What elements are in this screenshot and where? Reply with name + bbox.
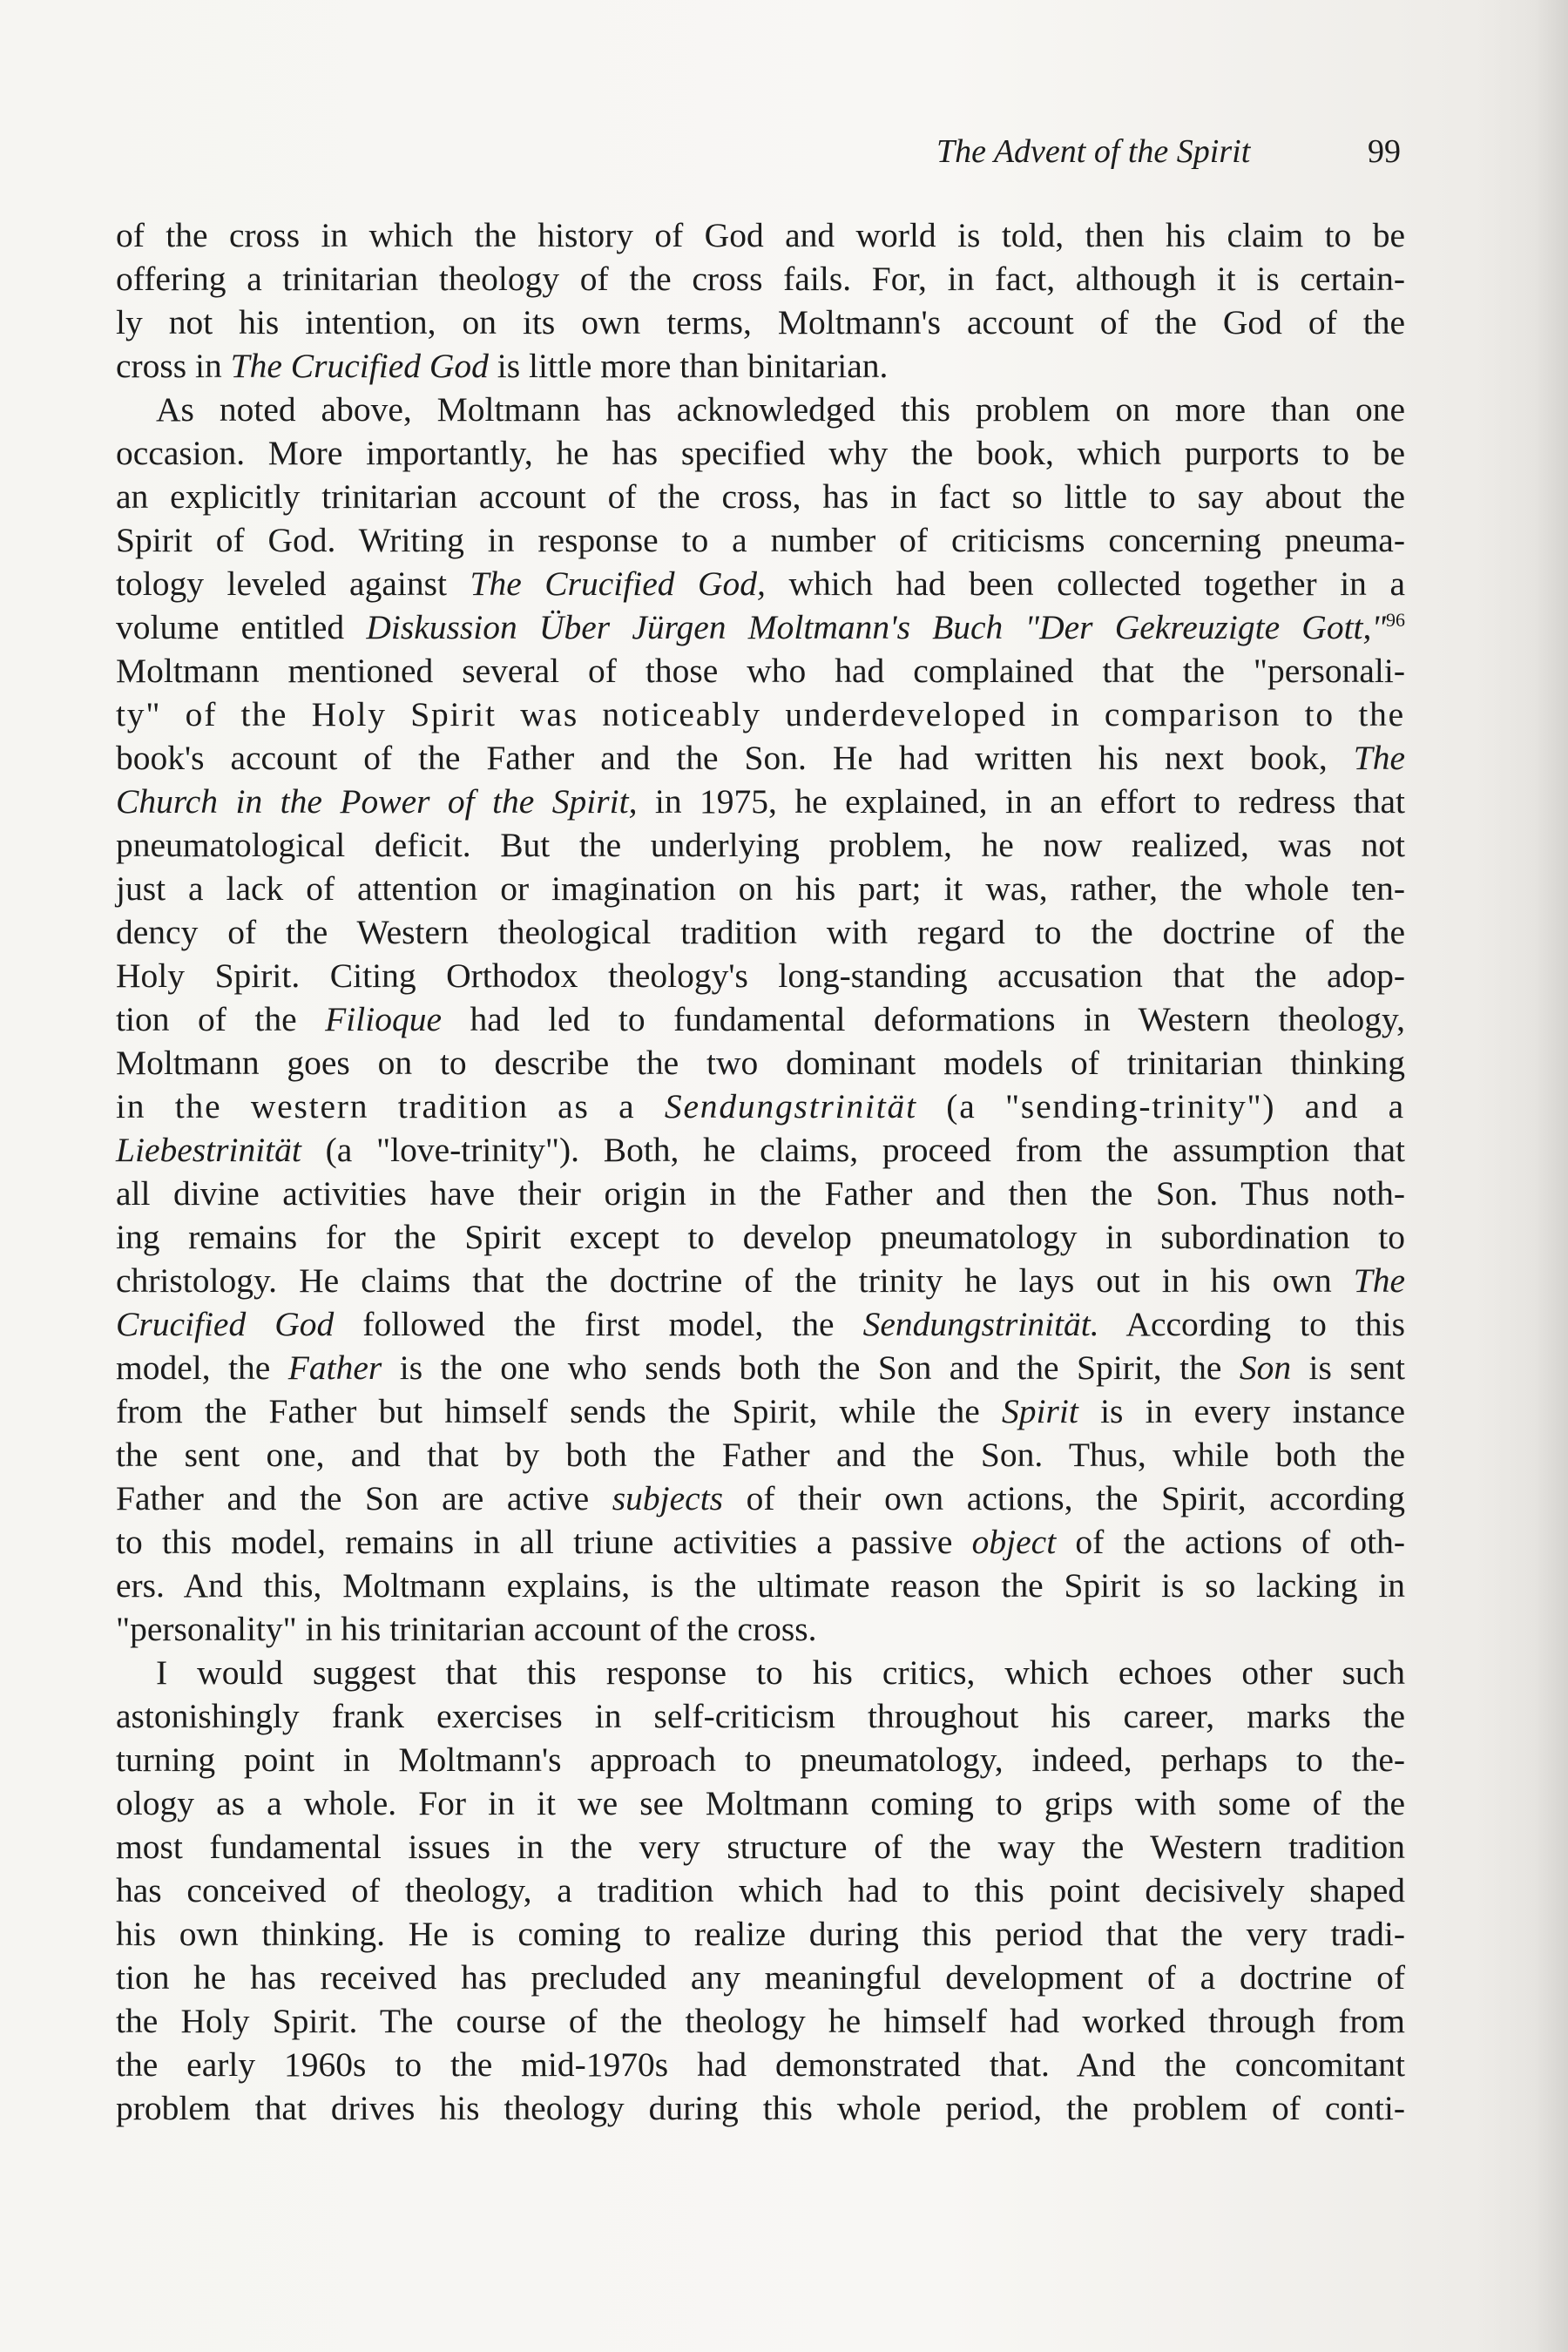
- text-line: book's account of the Father and the Son. He had written his next book, The: [116, 739, 1405, 777]
- text-line: ing remains for the Spirit except to develop pneumatology in subordination to: [116, 1218, 1405, 1256]
- text-line: Crucified God followed the first model, the Sendungstrinität. According to this: [116, 1305, 1405, 1343]
- body-text: [116, 213, 1405, 2130]
- text-line: tion he has received has precluded any meaningful development of a doctrine of: [116, 1958, 1405, 1997]
- text-line: most fundamental issues in the very structure of the way the Western tradition: [116, 1828, 1405, 1866]
- text-line: "personality" in his trinitarian account of the cross.: [116, 1610, 817, 1648]
- text-line: Father and the Son are active subjects of their own actions, the Spirit, according: [116, 1479, 1405, 1517]
- text-line: from the Father but himself sends the Spirit, while the Spirit is in every instance: [116, 1392, 1405, 1430]
- text-line: Liebestrinität (a "love-trinity"). Both, he claims, proceed from the assumption that: [116, 1131, 1405, 1169]
- text-line: astonishingly frank exercises in self-criticism throughout his career, marks the: [116, 1697, 1405, 1735]
- text-line: ty" of the Holy Spirit was noticeably underdeveloped in comparison to the: [116, 695, 1405, 733]
- text-line: all divine activities have their origin in the Father and then the Son. Thus noth-: [116, 1174, 1405, 1213]
- text-line: ly not his intention, on its own terms, Moltmann's account of the God of the: [116, 303, 1405, 341]
- text-line: Moltmann mentioned several of those who had complained that the "personali-: [116, 652, 1405, 690]
- text-line: christology. He claims that the doctrine of the trinity he lays out in his own The: [116, 1261, 1405, 1300]
- text-line: tology leveled against The Crucified God, which had been collected together in a: [116, 564, 1405, 603]
- text-line: to this model, remains in all triune activities a passive object of the actions of oth-: [116, 1523, 1406, 1561]
- text-line: the Holy Spirit. The course of the theology he himself had worked through from: [116, 2002, 1405, 2040]
- text-line: turning point in Moltmann's approach to pneumatology, indeed, perhaps to the-: [116, 1740, 1405, 1779]
- text-line: pneumatological deficit. But the underlying problem, he now realized, was not: [116, 826, 1405, 864]
- footnote-reference: 96: [1386, 609, 1405, 631]
- text-line: his own thinking. He is coming to realize during this period that the very tradi-: [116, 1915, 1405, 1953]
- text-line: the sent one, and that by both the Father and the Son. Thus, while both the: [116, 1436, 1405, 1474]
- paragraph-start: I would suggest that this response to his critics, which echoes other such: [156, 1653, 1405, 1692]
- text-line: cross in The Crucified God is little more than binitarian.: [116, 347, 889, 385]
- text-line: of the cross in which the history of God and world is told, then his claim to be: [116, 216, 1405, 254]
- running-header: [936, 131, 1407, 172]
- page-edge-shadow: [1533, 0, 1568, 2352]
- text-line: dency of the Western theological tradition with regard to the doctrine of the: [116, 913, 1405, 951]
- text-line: tion of the Filioque had led to fundamental deformations in Western theology,: [116, 1000, 1405, 1038]
- text-line: volume entitled Diskussion Über Jürgen Moltmann's Buch "Der Gekreuzigte Gott,"$^{96}$: [116, 608, 1405, 646]
- text-line: the early 1960s to the mid-1970s had demonstrated that. And the concomitant: [116, 2045, 1405, 2084]
- text-line: in the western tradition as a Sendungstrinität (a "sending-trinity") and a: [116, 1087, 1406, 1125]
- text-line: Spirit of God. Writing in response to a number of criticisms concerning pneuma-: [116, 521, 1405, 559]
- running-title: The Advent of the Spirit: [936, 133, 1251, 170]
- text-line: ology as a whole. For in it we see Moltmann coming to grips with some of the: [116, 1784, 1405, 1822]
- paragraph-start: As noted above, Moltmann has acknowledged this problem on more than one: [156, 390, 1405, 429]
- text-line: an explicitly trinitarian account of the cross, has in fact so little to say about the: [116, 477, 1405, 516]
- text-line: model, the Father is the one who sends both the Son and the Spirit, the Son is sent: [116, 1348, 1405, 1387]
- text-line: just a lack of attention or imagination on his part; it was, rather, the whole ten-: [116, 869, 1405, 908]
- text-line: Holy Spirit. Citing Orthodox theology's long-standing accusation that the adop-: [116, 956, 1405, 995]
- text-line: problem that drives his theology during this whole period, the problem of conti-: [116, 2089, 1405, 2127]
- text-line: occasion. More importantly, he has specified why the book, which purports to be: [116, 434, 1405, 472]
- text-line: has conceived of theology, a tradition which had to this point decisively shaped: [116, 1871, 1405, 1909]
- text-line: Church in the Power of the Spirit, in 1975, he explained, in an effort to redress that: [116, 782, 1405, 821]
- text-line: Moltmann goes on to describe the two dominant models of trinitarian thinking: [116, 1044, 1405, 1082]
- text-line: ers. And this, Moltmann explains, is the ultimate reason the Spirit is so lacking in: [116, 1566, 1405, 1605]
- page-number: 99: [1368, 133, 1401, 170]
- text-line: offering a trinitarian theology of the cross fails. For, in fact, although it is certain-: [116, 260, 1405, 298]
